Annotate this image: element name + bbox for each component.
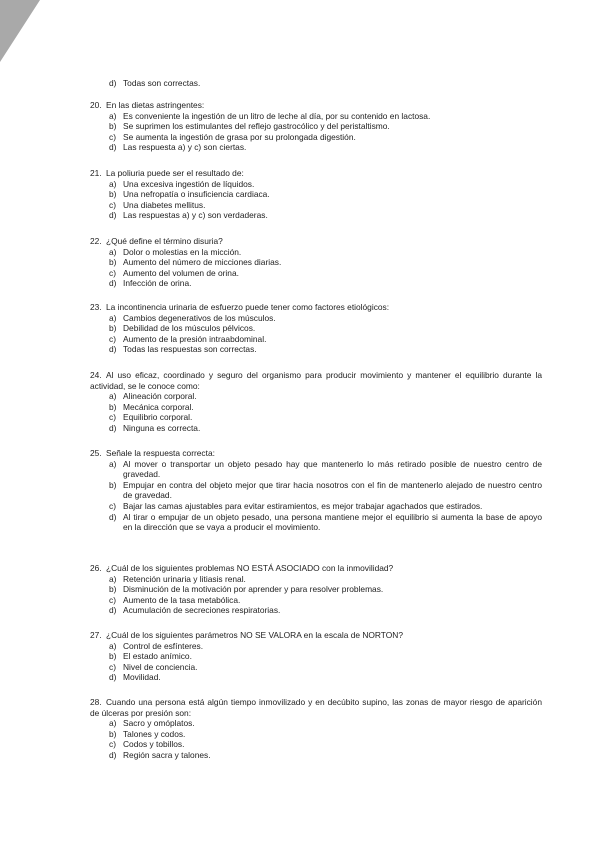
option-a: a) Control de esfínteres. xyxy=(109,640,204,651)
option-c: c) Aumento de la tasa metabólica. xyxy=(109,594,241,605)
question-stem: 20. En las dietas astringentes: xyxy=(90,100,205,110)
question-23 xyxy=(90,302,542,355)
option-b: b) Talones y codos. xyxy=(109,728,186,739)
option-b: b) Debilidad de los músculos pélvicos. xyxy=(109,323,256,334)
option-d: d) Las respuestas a) y c) son verdaderas. xyxy=(109,210,268,221)
option-a: a) Sacro y omóplatos. xyxy=(109,718,195,729)
question-26 xyxy=(90,563,542,616)
option-b: b) Empujar en contra del objeto mejor que tirar hacia nosotros con el fin de mantenerlo alejado de nuestro centro de gravedad. xyxy=(109,479,542,501)
option-b: b) Disminución de la motivación por aprender y para resolver problemas. xyxy=(109,584,384,595)
option-c: c) Codos y tobillos. xyxy=(109,739,185,750)
question-stem: 28. Cuando una persona está algún tiempo inmovilizado y en decúbito supino, las zonas de mayor riesgo de aparición de úlceras por presión son: xyxy=(90,697,542,718)
option-c: c) Nivel de conciencia. xyxy=(109,661,198,672)
option-d: d) Infección de orina. xyxy=(109,278,192,289)
option-c: c) Aumento de la presión intraabdominal. xyxy=(109,333,267,344)
option-c: c) Bajar las camas ajustables para evitar estiramientos, es mejor trabajar agachados que estirados. xyxy=(109,500,483,511)
option-c: c) Se aumenta la ingestión de grasa por su prolongada digestión. xyxy=(109,131,356,142)
question-27 xyxy=(90,630,542,683)
option-d: d) Las respuesta a) y c) son ciertas. xyxy=(109,142,247,153)
option-a: a) Alineación corporal. xyxy=(109,391,197,402)
option-d: d) Todas las respuestas son correctas. xyxy=(109,344,257,355)
option-c: c) Una diabetes mellitus. xyxy=(109,199,206,210)
question-stem: 27. ¿Cuál de los siguientes parámetros NO SE VALORA en la escala de NORTON? xyxy=(90,630,403,640)
question-20 xyxy=(90,100,542,153)
question-22 xyxy=(90,236,542,289)
question-28 xyxy=(90,697,542,761)
question-stem: 22. ¿Qué define el término disuria? xyxy=(90,236,223,246)
option-d: d) Acumulación de secreciones respiratorias. xyxy=(109,605,281,616)
option-d: d) Ninguna es correcta. xyxy=(109,422,201,433)
option-c: c) Equilibrio corporal. xyxy=(109,412,193,423)
option-d: d) Al tirar o empujar de un objeto pesado, una persona mantiene mejor el equilibrio si aumenta la base de apoyo en la dirección que se vaya a producir el movimiento. xyxy=(109,511,542,533)
question-stem: 24. Al uso eficaz, coordinado y seguro del organismo para producir movimiento y mantener el equilibrio durante la actividad, se le conoce como: xyxy=(90,370,542,391)
option-d: d) Movilidad. xyxy=(109,672,161,683)
option-b: b) Una nefropatía o insuficiencia cardiaca. xyxy=(109,189,270,200)
question-25 xyxy=(90,448,542,533)
question-21 xyxy=(90,168,542,221)
option-text: Todas son correctas. xyxy=(123,78,201,88)
question-stem: 23. La incontinencia urinaria de esfuerzo puede tener como factores etiológicos: xyxy=(90,302,390,312)
option-a: a) Al mover o transportar un objeto pesado hay que mantenerlo lo más retirado posible de nuestro centro de gravedad. xyxy=(109,458,542,480)
option-b: b) El estado anímico. xyxy=(109,651,192,662)
option-b: b) Mecánica corporal. xyxy=(109,401,194,412)
option-b: b) Se suprimen los estimulantes del reflejo gastrocólico y del peristaltismo. xyxy=(109,121,390,132)
question-stem: 25. Señale la respuesta correcta: xyxy=(90,448,215,458)
question-24 xyxy=(90,370,542,434)
option-d: d) Región sacra y talones. xyxy=(109,749,211,760)
option-a: a) Cambios degenerativos de los músculos. xyxy=(109,312,276,323)
question-stem: 21. La poliuria puede ser el resultado de: xyxy=(90,168,244,178)
option-c: c) Aumento del volumen de orina. xyxy=(109,267,239,278)
option-b: b) Aumento del número de micciones diarias. xyxy=(109,257,282,268)
option-a: a) Una excesiva ingestión de líquidos. xyxy=(109,178,255,189)
option-a: a) Retención urinaria y litiasis renal. xyxy=(109,573,246,584)
previous-question-option-d xyxy=(109,78,200,89)
option-a: a) Dolor o molestias en la micción. xyxy=(109,246,242,257)
option-letter: d) xyxy=(109,78,117,88)
question-stem: 26. ¿Cuál de los siguientes problemas NO ESTÁ ASOCIADO con la inmovilidad? xyxy=(90,563,394,573)
option-a: a) Es conveniente la ingestión de un litro de leche al día, por su contenido en lactosa. xyxy=(109,110,431,121)
